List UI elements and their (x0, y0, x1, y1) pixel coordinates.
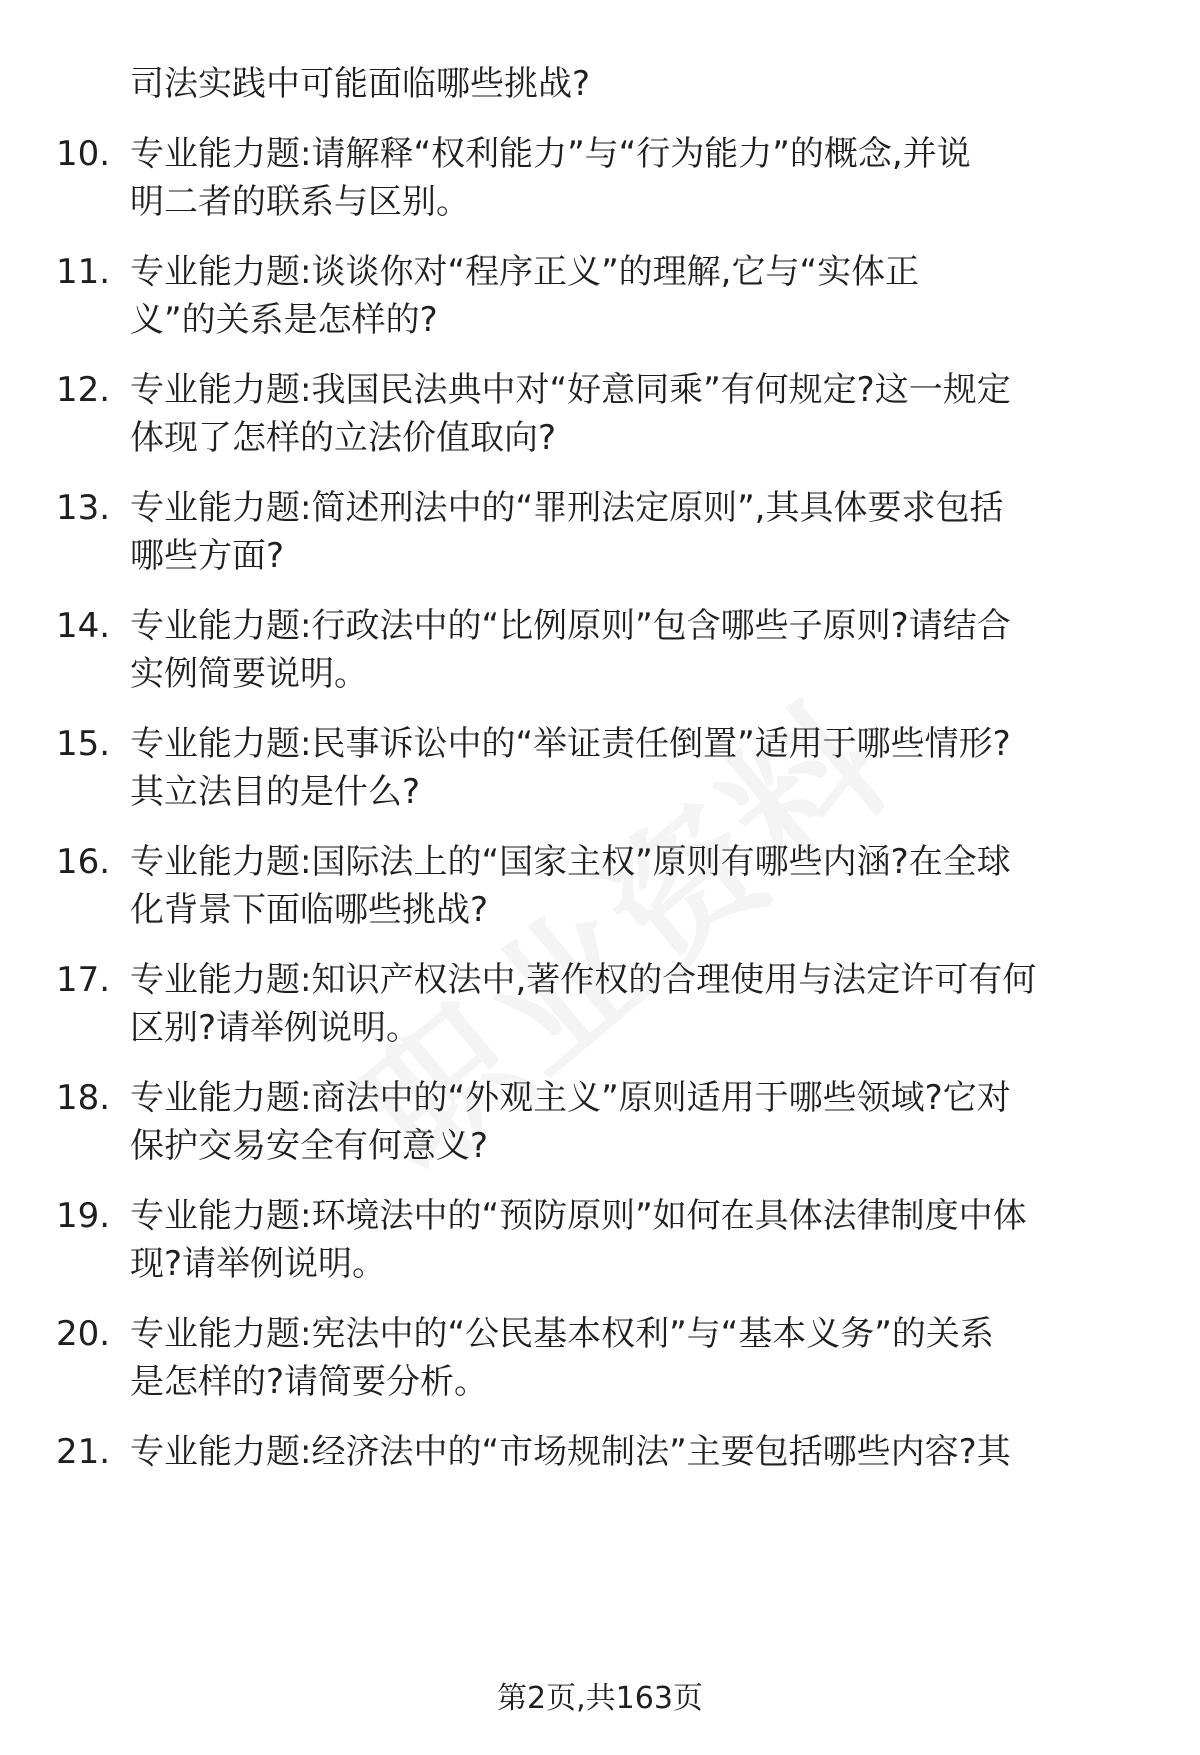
question-text-line: 专业能力题:经济法中的“市场规制法”主要包括哪些内容?其 (130, 1432, 1011, 1472)
question-text-line: 化背景下面临哪些挑战? (130, 890, 489, 930)
question-text-line: 其立法目的是什么? (130, 772, 421, 812)
question-text-line: 哪些方面? (130, 536, 285, 576)
question-text-line: 专业能力题:知识产权法中,著作权的合理使用与法定许可有何 (130, 960, 1037, 1000)
question-number: 11. (56, 252, 111, 292)
question-number: 12. (56, 370, 111, 410)
question-number: 17. (56, 960, 111, 1000)
question-text-line: 现?请举例说明。 (130, 1244, 387, 1284)
question-text-line: 是怎样的?请简要分析。 (130, 1362, 489, 1402)
question-number: 10. (56, 134, 111, 174)
question-text-line: 专业能力题:简述刑法中的“罪刑法定原则”,其具体要求包括 (130, 488, 1004, 528)
question-text-line: 专业能力题:民事诉讼中的“举证责任倒置”适用于哪些情形? (130, 724, 1011, 764)
question-text-line: 义”的关系是怎样的? (130, 300, 438, 340)
continuation-line: 司法实践中可能面临哪些挑战? (130, 64, 591, 104)
question-number: 20. (56, 1314, 111, 1354)
question-number: 19. (56, 1196, 111, 1236)
question-text-line: 实例简要说明。 (130, 654, 368, 694)
question-text-line: 专业能力题:请解释“权利能力”与“行为能力”的概念,并说 (130, 134, 971, 174)
question-number: 16. (56, 842, 111, 882)
question-text-line: 专业能力题:谈谈你对“程序正义”的理解,它与“实体正 (130, 252, 920, 292)
question-text-line: 专业能力题:商法中的“外观主义”原则适用于哪些领域?它对 (130, 1078, 1011, 1118)
question-text-line: 专业能力题:国际法上的“国家主权”原则有哪些内涵?在全球 (130, 842, 1011, 882)
question-number: 21. (56, 1432, 111, 1472)
question-number: 18. (56, 1078, 111, 1118)
question-number: 14. (56, 606, 111, 646)
question-text-line: 区别?请举例说明。 (130, 1008, 421, 1048)
question-text-line: 专业能力题:宪法中的“公民基本权利”与“基本义务”的关系 (130, 1314, 994, 1354)
question-text-line: 明二者的联系与区别。 (130, 182, 470, 222)
question-text-line: 专业能力题:环境法中的“预防原则”如何在具体法律制度中体 (130, 1196, 1027, 1236)
question-text-line: 专业能力题:我国民法典中对“好意同乘”有何规定?这一规定 (130, 370, 1011, 410)
question-text-line: 保护交易安全有何意义? (130, 1126, 489, 1166)
question-number: 15. (56, 724, 111, 764)
question-text-line: 体现了怎样的立法价值取向? (130, 418, 557, 458)
page-footer: 第2页,共163页 (497, 1681, 703, 1716)
question-text-line: 专业能力题:行政法中的“比例原则”包含哪些子原则?请结合 (130, 606, 1011, 646)
question-number: 13. (56, 488, 111, 528)
